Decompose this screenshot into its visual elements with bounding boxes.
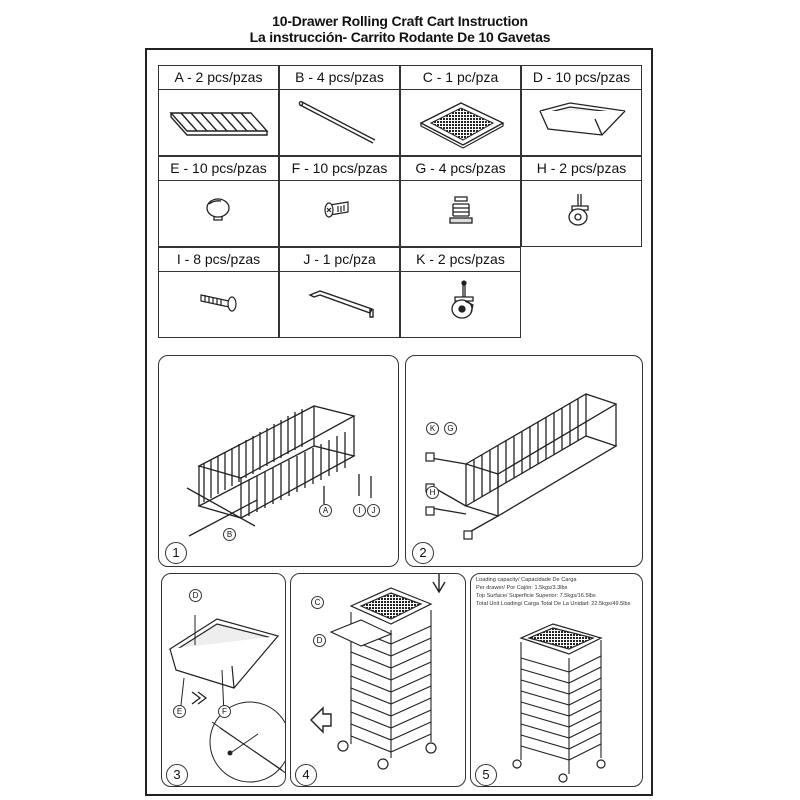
callout-e: E	[173, 705, 186, 718]
part-label: A - 2 pcs/pzas	[174, 69, 263, 85]
part-h	[521, 156, 642, 247]
screw-icon	[280, 182, 401, 246]
capacity-info	[476, 576, 630, 608]
part-j	[279, 247, 400, 338]
step-3-panel	[161, 573, 286, 787]
capacity-line: Total Unit Loading/ Carga Total De La Unidad: 22.5kgs/49.5lbs	[476, 601, 631, 607]
step-number: 5	[475, 764, 497, 786]
part-i	[158, 247, 279, 338]
rod-icon	[280, 91, 401, 155]
callout-d: D	[189, 589, 202, 602]
spring-icon	[401, 182, 522, 246]
part-e	[158, 156, 279, 247]
title-spanish: La instrucción- Carrito Rodante De 10 Gavetas	[249, 29, 551, 45]
part-label: H - 2 pcs/pzas	[536, 160, 627, 176]
part-label: G - 4 pcs/pzas	[415, 160, 506, 176]
part-d	[521, 65, 642, 156]
knob-icon	[159, 182, 280, 246]
caster-icon	[522, 182, 643, 246]
step-3-illustration	[162, 574, 286, 787]
step-2-panel	[405, 355, 643, 567]
capacity-line: Loading capacity/ Capacidade De Carga	[476, 577, 577, 583]
part-label: B - 4 pcs/pzas	[295, 69, 384, 85]
drawer-icon	[522, 91, 643, 155]
allen-key-icon	[280, 273, 401, 337]
callout-j: J	[367, 504, 380, 517]
part-label: D - 10 pcs/pzas	[532, 69, 631, 85]
part-c	[400, 65, 521, 156]
callout-b: B	[223, 528, 236, 541]
part-label: I - 8 pcs/pzas	[176, 251, 261, 267]
capacity-line: Top Surface/ Superficie Superior: 7.5kgs/16.5lbs	[476, 593, 596, 599]
callout-c: C	[311, 596, 324, 609]
step-1-illustration	[159, 356, 399, 567]
part-label: F - 10 pcs/pzas	[291, 160, 388, 176]
callout-h: H	[426, 486, 439, 499]
callout-g: G	[444, 422, 457, 435]
callout-f: F	[218, 705, 231, 718]
part-g	[400, 156, 521, 247]
step-4-panel	[290, 573, 466, 787]
title-english: 10-Drawer Rolling Craft Cart Instruction	[272, 13, 528, 29]
step-number: 3	[166, 764, 188, 786]
step-number: 4	[295, 764, 317, 786]
part-a	[158, 65, 279, 156]
part-k	[400, 247, 521, 338]
step-number: 2	[412, 542, 434, 564]
part-label: K - 2 pcs/pzas	[416, 251, 505, 267]
capacity-line: Per drawer/ Por Cajón: 1.5kgs/3.3lbs	[476, 585, 568, 591]
part-label: E - 10 pcs/pzas	[170, 160, 267, 176]
callout-a: A	[319, 504, 332, 517]
locking-caster-icon	[401, 273, 522, 337]
part-b	[279, 65, 400, 156]
bolt-icon	[159, 273, 280, 337]
part-f	[279, 156, 400, 247]
callout-d: D	[313, 634, 326, 647]
top-tray-icon	[401, 91, 522, 155]
callout-k: K	[426, 422, 439, 435]
callout-i: I	[353, 504, 366, 517]
part-label: C - 1 pc/pza	[422, 69, 499, 85]
part-label: J - 1 pc/pza	[303, 251, 376, 267]
shelf-frame-icon	[159, 91, 280, 155]
step-1-panel	[158, 355, 399, 567]
step-2-illustration	[406, 356, 643, 567]
step-number: 1	[165, 542, 187, 564]
